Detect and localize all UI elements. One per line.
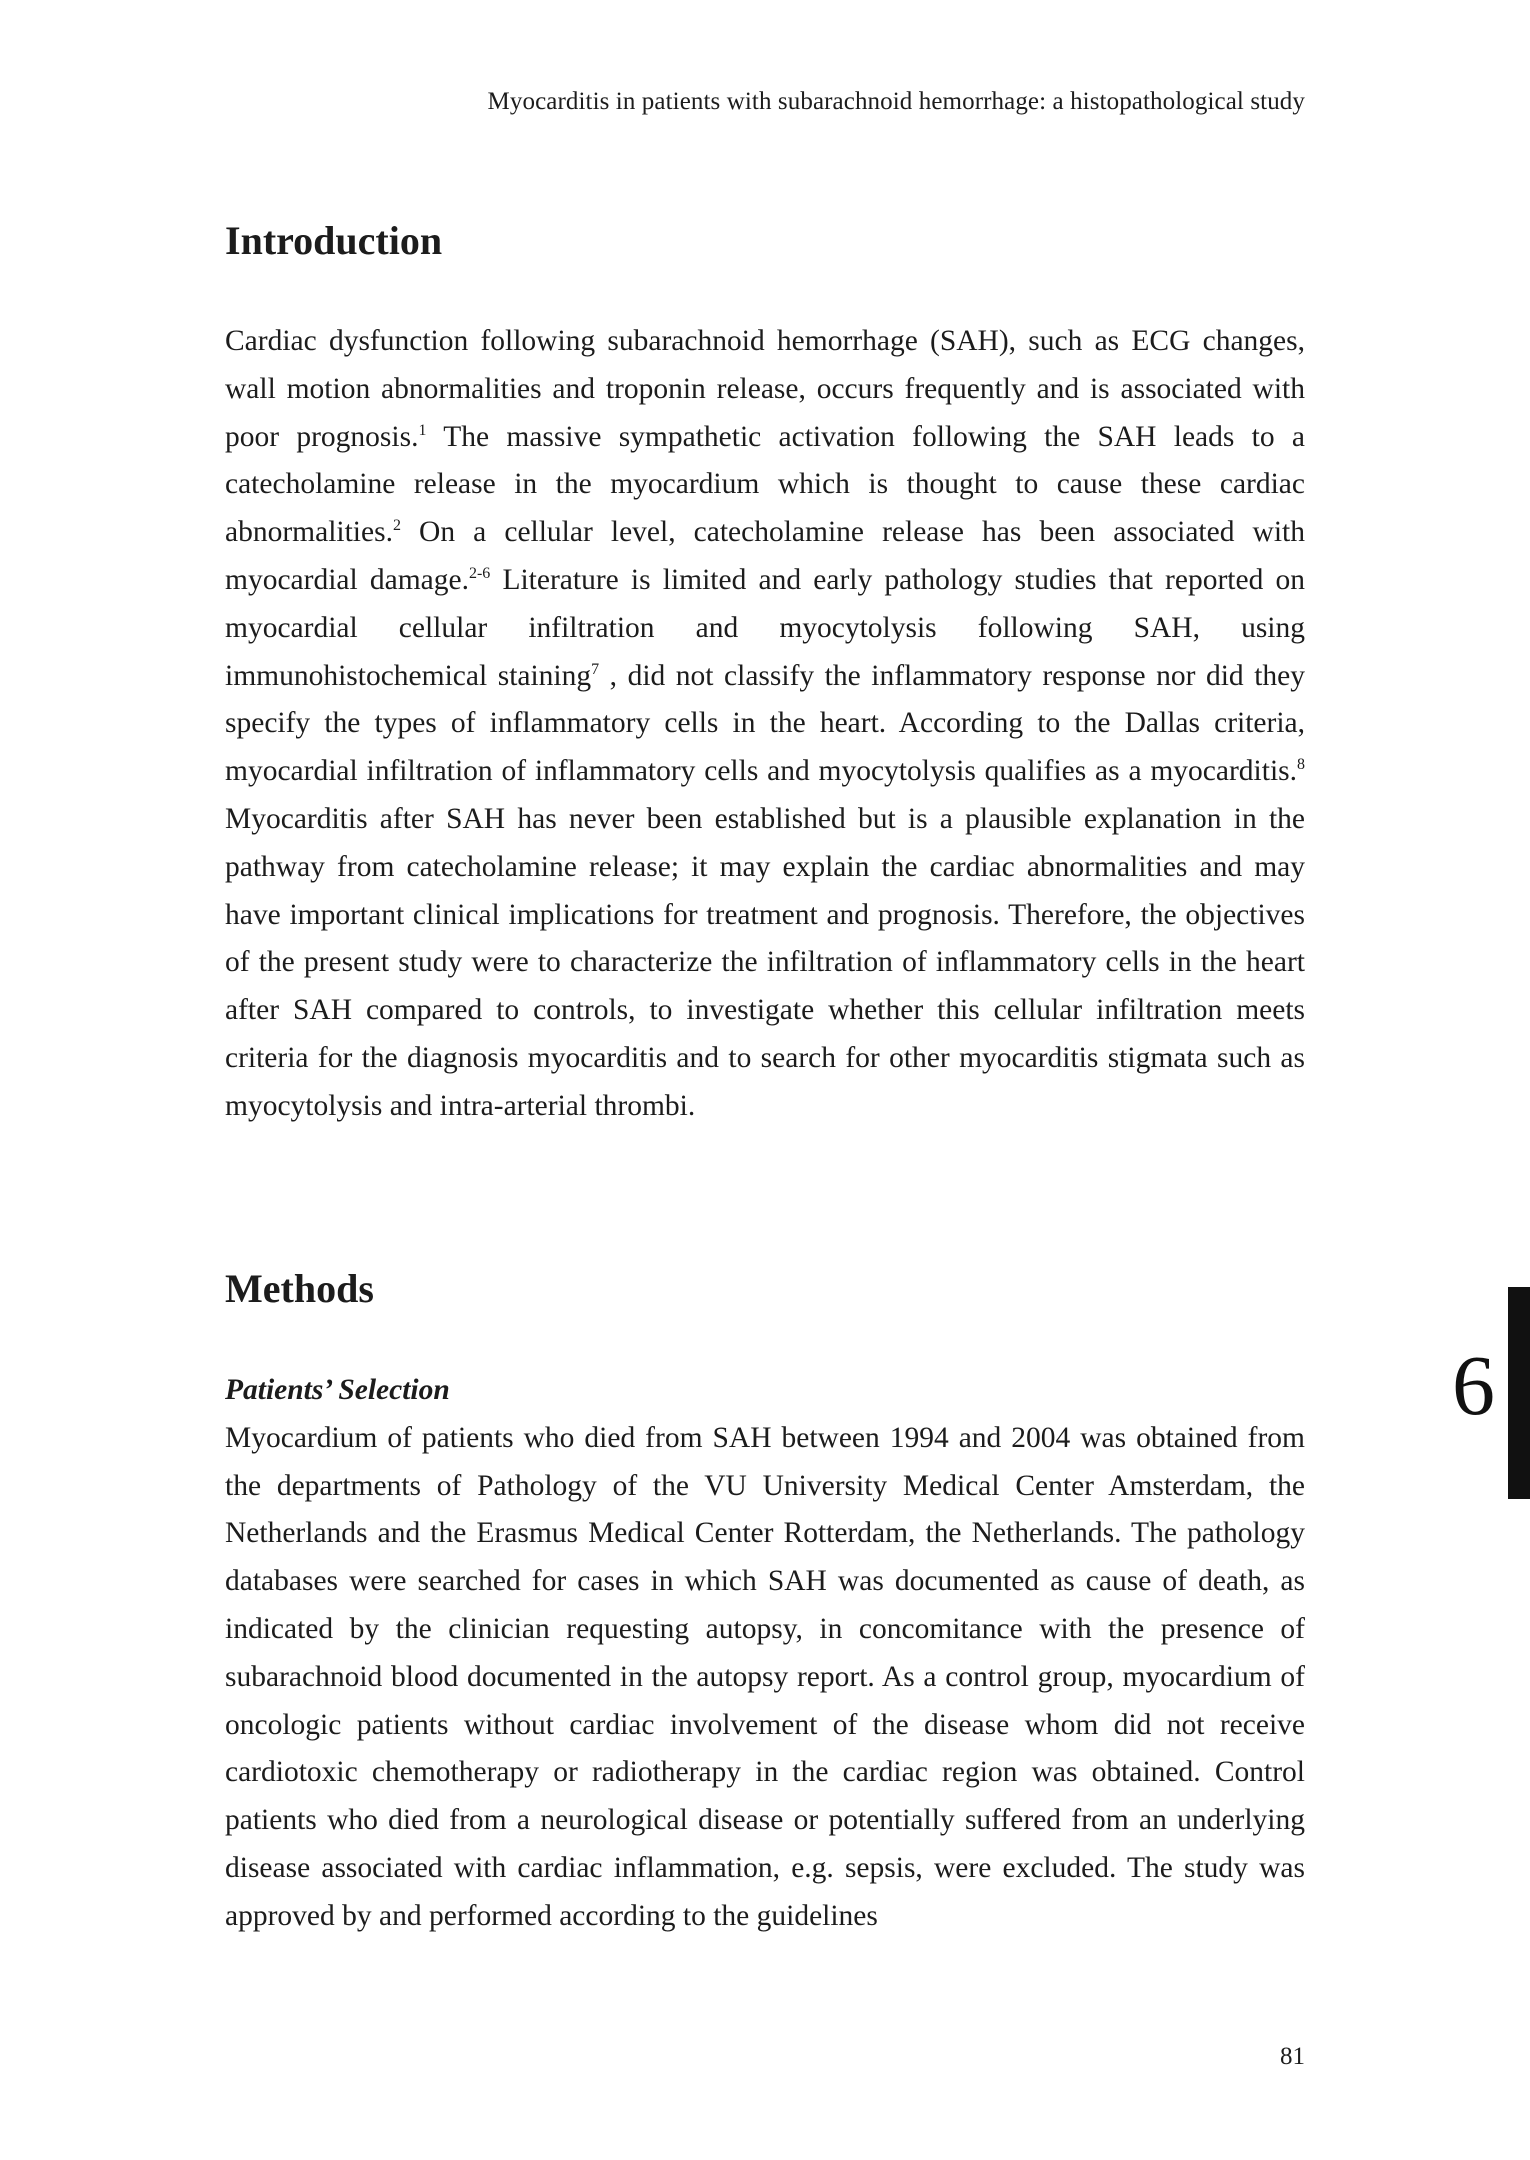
methods-body [225,1367,1305,1941]
page-number: 81 [1280,2043,1305,2070]
intro-text-2: The massive sympathetic activation following the SAH leads to a catecholamine release in the myocardium which is thought to cause these cardiac abnormalities. [225,420,1305,549]
citation-8: 8 [1297,756,1305,774]
introduction-body [225,318,1305,1131]
intro-text-5: , did not classify the inflammatory response nor did they specify the types of inflammatory cells in the heart. According to the Dallas criteria, myocardial infiltration of inflammatory cells and myocytolysis qualifies as a myocarditis. [225,659,1305,788]
patients-selection-subheading: Patients’ Selection [225,1374,450,1406]
citation-2: 2 [392,517,401,535]
chapter-thumb-tab [1508,1287,1530,1499]
running-header: Myocarditis in patients with subarachnoid hemorrhage: a histopathological study [487,88,1305,115]
intro-text-4: Literature is limited and early pathology studies that reported on myocardial cellular infiltration and myocytolysis following SAH, using immunohistochemical staining [225,563,1305,692]
introduction-paragraph [225,318,1305,1131]
citation-1: 1 [418,421,427,439]
introduction-heading: Introduction [225,218,443,263]
chapter-number: 6 [1452,1337,1495,1433]
introduction-section [225,217,1305,265]
methods-section [225,1265,1305,1313]
methods-heading: Methods [225,1266,374,1311]
intro-text-1: Cardiac dysfunction following subarachnoid hemorrhage (SAH), such as ECG changes, wall motion abnormalities and troponin release, occurs frequently and is associated with poor prognosis. [225,325,1305,453]
intro-text-3: On a cellular level, catecholamine release has been associated with myocardial damage. [225,516,1305,596]
citation-7: 7 [591,660,600,678]
citation-2-6: 2-6 [468,565,491,583]
methods-paragraph: Myocardium of patients who died from SAH between 1994 and 2004 was obtained from the departments of Pathology of the VU University Medical Center Amsterdam, the Netherlands and the Erasmus Medical Center Rotterdam, the Netherlands. The pathology databases were searched for cases in which SAH was documented as cause of death, as indicated by the clinician requesting autopsy, in concomitance with the presence of subarachnoid blood documented in the autopsy report. As a control group, myocardium of oncologic patients without cardiac involvement of the disease whom did not receive cardiotoxic chemotherapy or radiotherapy in the cardiac region was obtained. Control patients who died from a neurological disease or potentially suffered from an underlying disease associated with cardiac inflammation, e.g. sepsis, were excluded. The study was approved by and performed according to the guidelines [225,1421,1305,1932]
intro-text-6: Myocarditis after SAH has never been established but is a plausible explanation in the pathway from catecholamine release; it may explain the cardiac abnormalities and may have important clinical implications for treatment and prognosis. Therefore, the objectives of the present study were to characterize the infiltration of inflammatory cells in the heart after SAH compared to controls, to investigate whether this cellular infiltration meets criteria for the diagnosis myocarditis and to search for other myocarditis stigmata such as myocytolysis and intra-arterial thrombi. [225,802,1305,1122]
